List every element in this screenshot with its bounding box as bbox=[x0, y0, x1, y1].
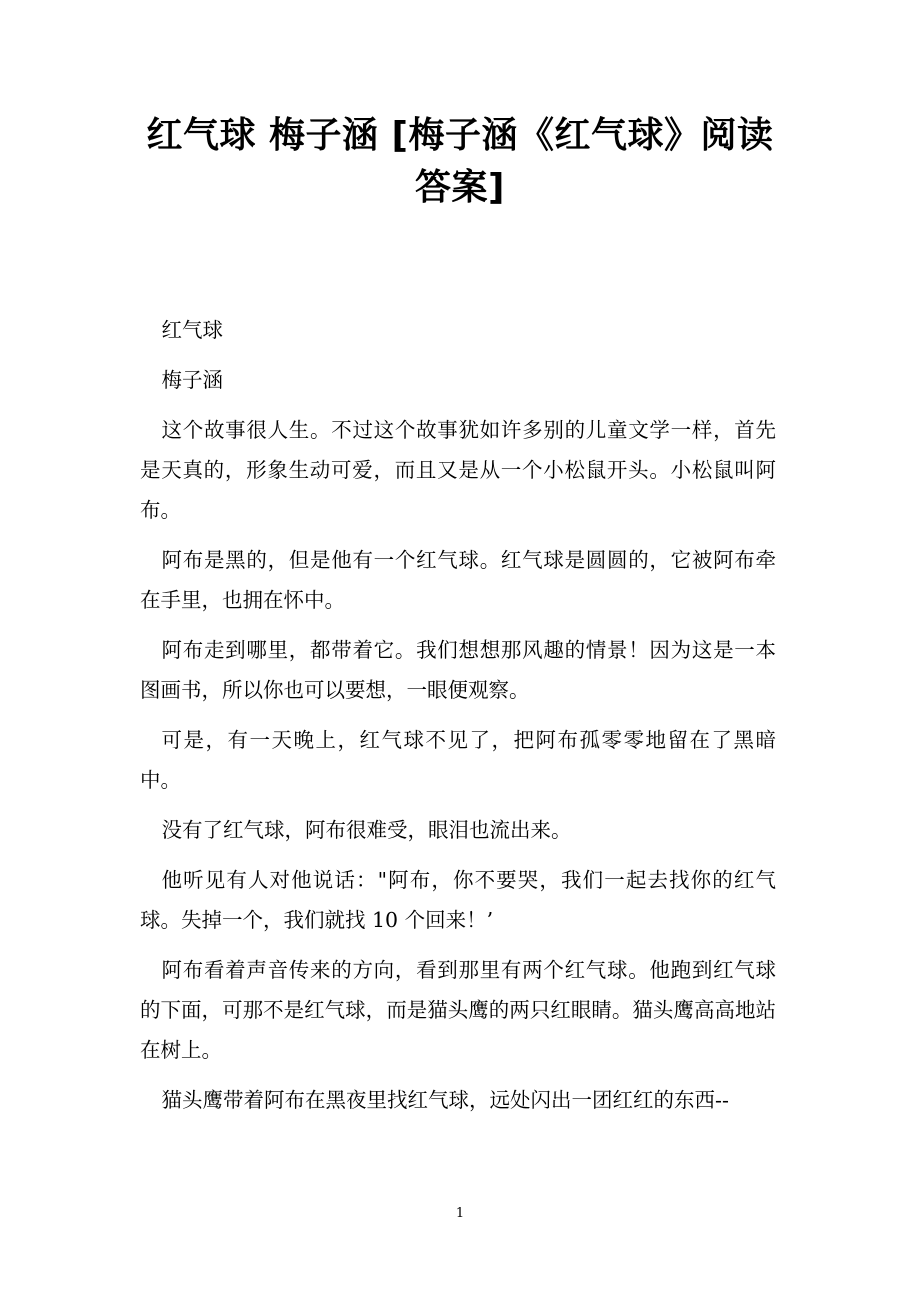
paragraph: 阿布是黑的，但是他有一个红气球。红气球是圆圆的，它被阿布牵在手里，也拥在怀中。 bbox=[140, 548, 776, 612]
paragraph: 可是，有一天晚上，红气球不见了，把阿布孤零零地留在了黑暗中。 bbox=[140, 728, 776, 792]
page-number: 1 bbox=[455, 1206, 465, 1221]
paragraph: 没有了红气球，阿布很难受，眼泪也流出来。 bbox=[161, 818, 572, 842]
paragraph: 梅子涵 bbox=[161, 368, 224, 392]
document-title: 红气球 梅子涵 [梅子涵《红气球》阅读答案] bbox=[146, 115, 774, 208]
paragraph: 猫头鹰带着阿布在黑夜里找红气球，远处闪出一团红红的东西-- bbox=[161, 1088, 729, 1112]
paragraph: 阿布看着声音传来的方向，看到那里有两个红气球。他跑到红气球的下面，可那不是红气球，而是猫头鹰的两只红眼睛。猫头鹰高高地站在树上。 bbox=[140, 958, 776, 1062]
paragraph: 这个故事很人生。不过这个故事犹如许多别的儿童文学一样，首先是天真的，形象生动可爱，而且又是从一个小松鼠开头。小松鼠叫阿布。 bbox=[140, 418, 776, 522]
paragraph: 他听见有人对他说话："阿布，你不要哭，我们一起去找你的红气球。失掉一个，我们就找 10 个回来！’ bbox=[140, 868, 776, 932]
document-body bbox=[140, 310, 776, 1130]
paragraph: 红气球 bbox=[161, 318, 224, 342]
paragraph: 阿布走到哪里，都带着它。我们想想那风趣的情景！因为这是一本图画书，所以你也可以要想，一眼便观察。 bbox=[140, 638, 776, 702]
